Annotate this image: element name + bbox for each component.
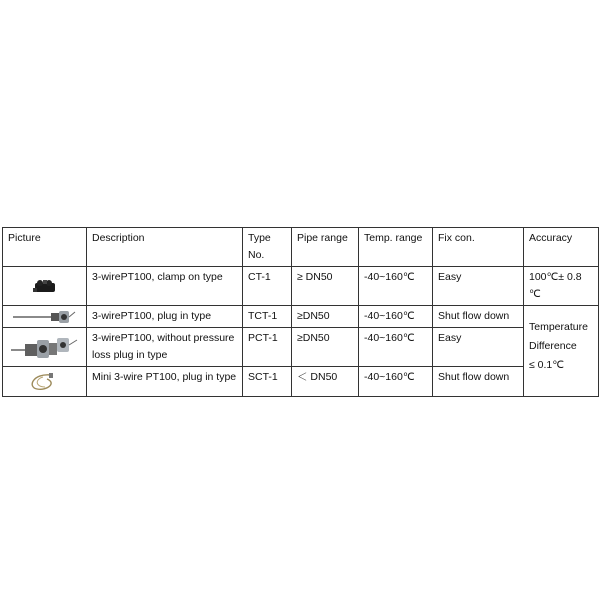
accuracy-top-cell: 100℃± 0.8 ℃ [524,267,599,306]
pipe-range-cell: ≥DN50 [292,306,359,328]
pipe-range-cell: ≥DN50 [292,328,359,367]
table-row [3,367,599,397]
probe-sensor-icon [3,308,86,326]
fix-con-cell: Easy [433,328,524,367]
picture-cell [3,328,87,367]
accuracy-line2: Difference [529,340,577,352]
fix-con-cell: Shut flow down [433,306,524,328]
table-row [3,306,599,328]
accuracy-difference-cell [524,306,599,397]
description-cell: 3-wirePT100, plug in type [87,306,243,328]
temp-range-cell: -40~160℃ [359,267,433,306]
header-pipe-range: Pipe range [292,228,359,267]
temp-range-cell: -40~160℃ [359,306,433,328]
description-cell: 3-wirePT100, clamp on type [87,267,243,306]
header-row [3,228,599,267]
accuracy-line3: ≤ 0.1℃ [529,359,565,371]
picture-cell [3,306,87,328]
type-cell: CT-1 [243,267,292,306]
header-fix-con: Fix con. [433,228,524,267]
table-row [3,267,599,306]
pipe-range-cell: ≥ DN50 [292,267,359,306]
table-row [3,328,599,367]
header-accuracy: Accuracy [524,228,599,267]
fix-con-cell: Easy [433,267,524,306]
description-line2: loss plug in type [92,349,168,361]
temp-range-cell: -40~160℃ [359,367,433,397]
header-picture: Picture [3,228,87,267]
spec-table [2,227,599,397]
header-description: Description [87,228,243,267]
description-line1: 3-wirePT100, without pressure [92,332,235,344]
clamp-sensor-icon [3,278,86,295]
fix-con-cell: Shut flow down [433,367,524,397]
temp-range-cell: -40~160℃ [359,328,433,367]
header-type-no [243,228,292,267]
header-type-line2: No. [248,249,265,261]
pipe-range-cell: ＜ DN50 [292,367,359,397]
mini-wire-sensor-icon [3,369,86,395]
description-cell [87,328,243,367]
type-cell: TCT-1 [243,306,292,328]
accuracy-line1: Temperature [529,321,588,333]
picture-cell [3,267,87,306]
description-cell: Mini 3-wire PT100, plug in type [87,367,243,397]
header-type-line1: Type [248,232,271,244]
accuracy-difference-block [529,308,593,375]
picture-cell [3,367,87,397]
type-cell: SCT-1 [243,367,292,397]
pressure-probe-icon [3,330,86,364]
header-temp-range: Temp. range [359,228,433,267]
type-cell: PCT-1 [243,328,292,367]
